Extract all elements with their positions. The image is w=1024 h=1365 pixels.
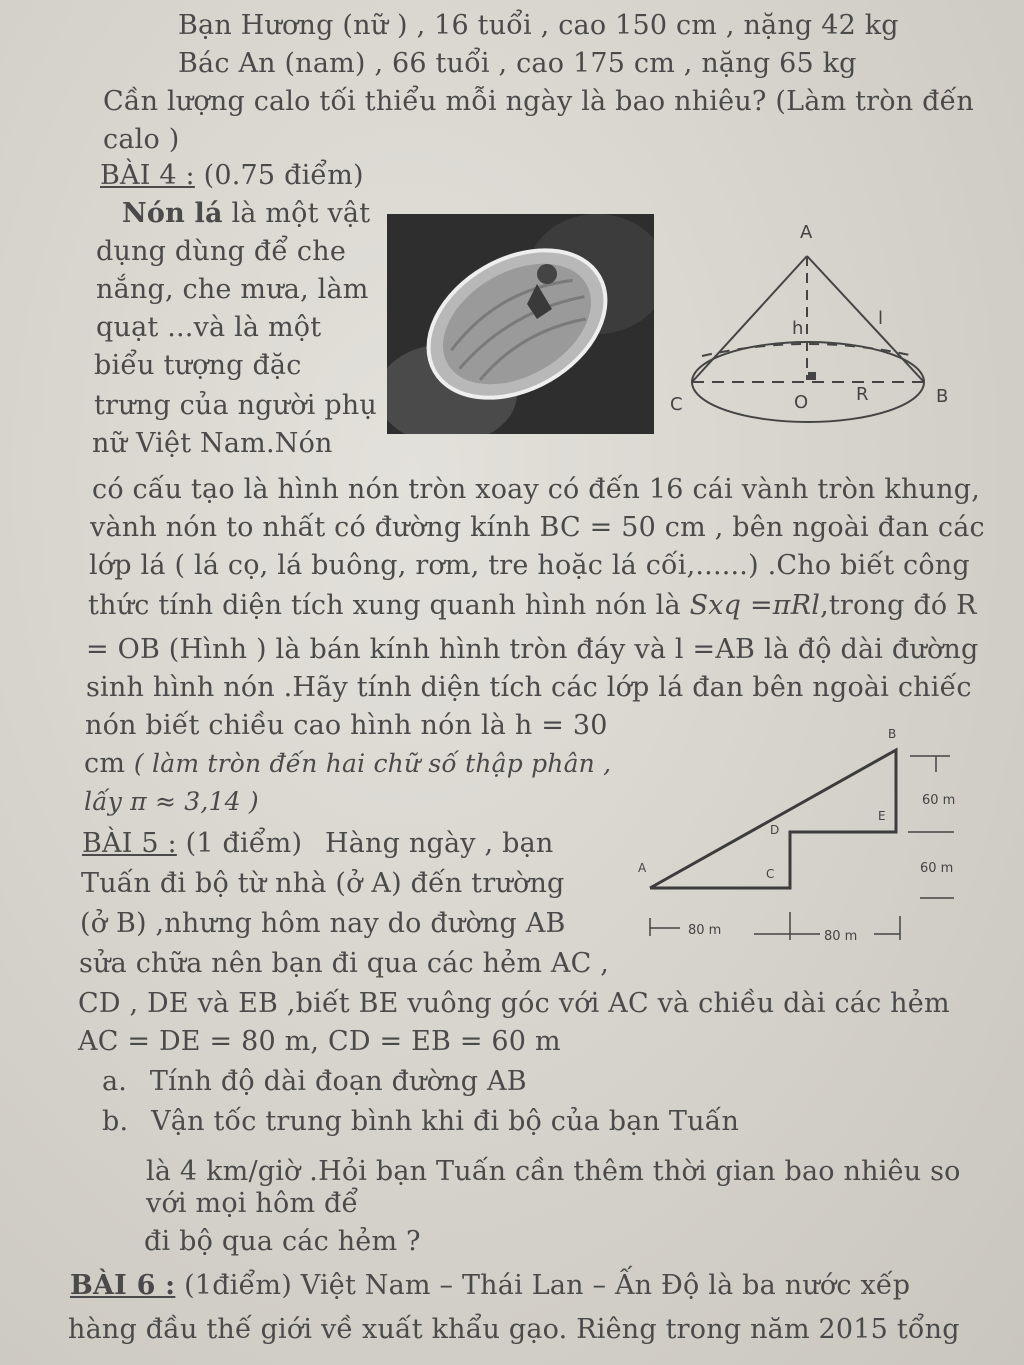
dim-mid-label: 60 m bbox=[920, 861, 954, 876]
bai4-line-11-text: thức tính diện tích xung quanh hình nón là bbox=[88, 590, 681, 621]
path-label-C: C bbox=[766, 867, 775, 881]
bai5-b-text: Vận tốc trung bình khi đi bộ của bạn Tuấn bbox=[151, 1106, 740, 1137]
bai4-lead: Nón lá bbox=[122, 198, 223, 229]
cone-diagram bbox=[662, 214, 962, 434]
bai4-line-2: dụng dùng để che bbox=[96, 236, 347, 267]
bai5-b-line-2: là 4 km/giờ .Hỏi bạn Tuấn cần thêm thời gian bao nhiêu so bbox=[146, 1156, 961, 1187]
dim-top-label: 60 m bbox=[922, 793, 956, 808]
cone-right-angle bbox=[808, 372, 816, 380]
bai5-title: BÀI 5 : bbox=[82, 828, 177, 859]
bai5-b-line-4: đi bộ qua các hẻm ? bbox=[144, 1226, 421, 1257]
path-label-E: E bbox=[878, 809, 886, 823]
intro-line-3: Cần lượng calo tối thiểu mỗi ngày là bao nhiêu? (Làm tròn đến bbox=[103, 86, 974, 117]
bai5-line-2: Tuấn đi bộ từ nhà (ở A) đến trường bbox=[81, 868, 565, 899]
bai4-line-9: vành nón to nhất có đường kính BC = 50 cm , bên ngoài đan các bbox=[90, 512, 985, 543]
bai5-line-5: CD , DE và EB ,biết BE vuông góc với AC và chiều dài các hẻm bbox=[78, 988, 950, 1019]
bai4-line-5: biểu tượng đặc bbox=[94, 350, 302, 381]
bai4-line-13: sinh hình nón .Hãy tính diện tích các lớp lá đan bên ngoài chiếc bbox=[86, 672, 972, 703]
path-label-B: B bbox=[888, 727, 897, 741]
bai4-rounding-note: ( làm tròn đến hai chữ số thập phân , bbox=[133, 749, 612, 778]
bai5-line-1: Hàng ngày , bạn bbox=[325, 828, 554, 859]
bai5-line-3: (ở B) ,nhưng hôm nay do đường AB bbox=[80, 908, 566, 939]
conical-hat-drawing bbox=[387, 214, 654, 434]
cone-label-A: A bbox=[800, 222, 813, 243]
conical-hat-photo bbox=[387, 214, 654, 434]
path-label-A: A bbox=[638, 861, 647, 875]
bai4-line-3: nắng, che mưa, làm bbox=[96, 274, 369, 305]
bai5-line-6: AC = DE = 80 m, CD = EB = 60 m bbox=[78, 1026, 561, 1057]
cone-label-l: l bbox=[878, 308, 884, 329]
bai5-heading bbox=[82, 828, 553, 860]
bai5-a-text: Tính độ dài đoạn đường AB bbox=[149, 1066, 527, 1097]
bai4-line-1-text: là một vật bbox=[231, 198, 371, 229]
surface-area-formula: Sxq =πRl bbox=[689, 590, 821, 621]
dim-left-label: 80 m bbox=[688, 923, 722, 938]
bai5-b-label: b. bbox=[102, 1106, 129, 1137]
bai4-line-11-end: ,trong đó R bbox=[820, 590, 977, 621]
bai5-line-4: sửa chữa nên bạn đi qua các hẻm AC , bbox=[79, 948, 610, 979]
bai6-line-2: hàng đầu thế giới về xuất khẩu gạo. Riêng trong năm 2015 tổng bbox=[68, 1314, 960, 1345]
cone-label-h: h bbox=[792, 318, 804, 339]
bai4-line-15-cm: cm bbox=[84, 748, 126, 779]
intro-line-2: Bác An (nam) , 66 tuổi , cao 175 cm , nặng 65 kg bbox=[178, 48, 857, 79]
intro-line-4: calo ) bbox=[103, 124, 180, 155]
bai4-line-12: = OB (Hình ) là bán kính hình tròn đáy và l =AB là độ dài đường bbox=[86, 634, 979, 665]
bai6-title: BÀI 6 : bbox=[70, 1270, 176, 1301]
intro-line-1: Bạn Hương (nữ ) , 16 tuổi , cao 150 cm , nặng 42 kg bbox=[178, 10, 899, 41]
cone-label-C: C bbox=[670, 394, 683, 415]
bai4-line-6: trưng của người phụ bbox=[94, 390, 377, 421]
bai4-title: BÀI 4 : bbox=[100, 160, 195, 191]
bai4-line-4: quạt ...và là một bbox=[96, 312, 322, 343]
bai6-line-1 bbox=[70, 1270, 910, 1302]
bai4-line-8: có cấu tạo là hình nón tròn xoay có đến 16 cái vành tròn khung, bbox=[92, 474, 980, 505]
bai5-points: (1 điểm) bbox=[185, 828, 303, 859]
bai5-question-a bbox=[102, 1066, 527, 1098]
bai4-heading bbox=[100, 160, 364, 192]
cone-side-right bbox=[807, 256, 924, 382]
cone-label-R: R bbox=[856, 384, 869, 405]
bai5-a-label: a. bbox=[102, 1066, 128, 1097]
bai4-line-11 bbox=[88, 590, 977, 622]
cone-side-left bbox=[692, 256, 807, 382]
bai4-line-14: nón biết chiều cao hình nón là h = 30 bbox=[85, 710, 608, 741]
bai4-pi-note: lấy π ≈ 3,14 ) bbox=[84, 787, 259, 816]
bai4-line-7: nữ Việt Nam.Nón bbox=[92, 428, 333, 459]
cone-label-B: B bbox=[936, 386, 949, 407]
cone-label-O: O bbox=[794, 392, 809, 413]
bai4-line-1 bbox=[122, 198, 370, 230]
path-label-D: D bbox=[770, 823, 780, 837]
dim-right-label: 80 m bbox=[824, 929, 858, 944]
bai5-b-line-3: với mọi hôm để bbox=[146, 1188, 359, 1219]
path-diagram bbox=[630, 722, 970, 948]
bai6-line-1-text: (1điểm) Việt Nam – Thái Lan – Ấn Độ là ba nước xếp bbox=[184, 1270, 911, 1301]
bai4-line-15 bbox=[84, 748, 611, 780]
bai5-question-b bbox=[102, 1106, 739, 1138]
bai4-points: (0.75 điểm) bbox=[203, 160, 364, 191]
bai4-line-10: lớp lá ( lá cọ, lá buông, rơm, tre hoặc lá cối,......) .Cho biết công bbox=[89, 550, 970, 581]
